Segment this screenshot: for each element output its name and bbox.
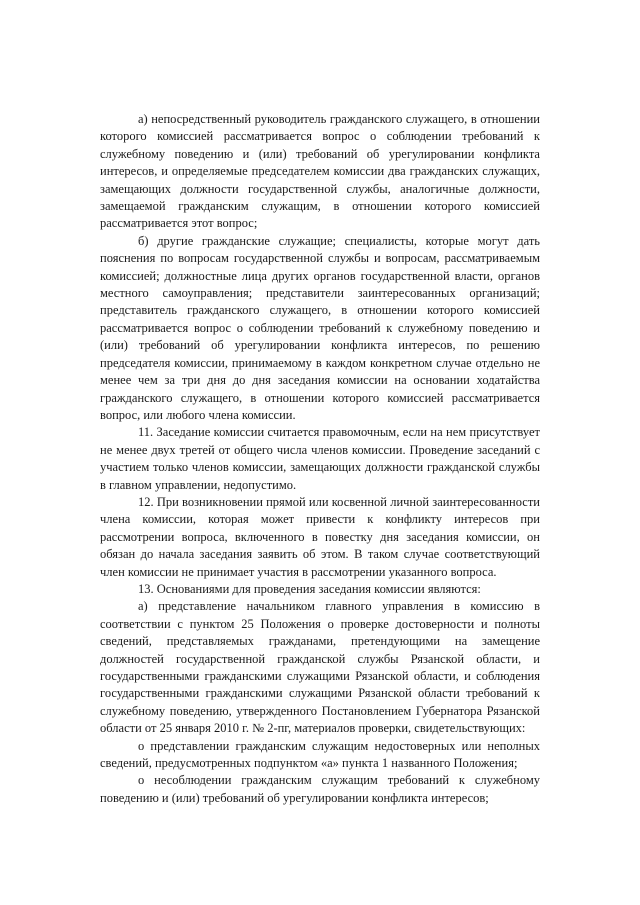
document-page	[100, 111, 540, 807]
paragraph-12-conflict-of-interest: 12. При возникновении прямой или косвенной личной заинтересованности члена комиссии, которая может привести к конфликту интересов при рассмотрении вопроса, включенного в повестку дня заседания комиссии, он обязан до начала заседания заявить об этом. В таком случае соответствующий член комиссии не принимает участия в рассмотрении указанного вопроса.	[100, 494, 540, 579]
paragraph-noncompliance: о несоблюдении гражданским служащим требований к служебному поведению и (или) требований об урегулировании конфликта интересов;	[100, 773, 540, 805]
paragraph-inaccurate-information: о представлении гражданским служащим недостоверных или неполных сведений, предусмотренных подпунктом «а» пункта 1 названного Положения;	[100, 738, 540, 771]
paragraph-a-direct-supervisor: а) непосредственный руководитель гражданского служащего, в отношении которого комиссией рассматривается вопрос о соблюдении требований к служебному поведению и (или) требований об урегулировании конфликта интересов, и определяемые председателем комиссии два гражданских служащих, замещающих должности государственной службы, аналогичные должности, замещаемой гражданским служащим, в отношении которого комиссией рассматривается этот вопрос;	[100, 112, 540, 231]
paragraph-11-quorum: 11. Заседание комиссии считается правомочным, если на нем присутствует не менее двух третей от общего числа членов комиссии. Проведение заседаний с участием только членов комиссии, замещающих должности гражданской службы в главном управлении, недопустимо.	[100, 425, 540, 492]
paragraph-13-grounds: 13. Основаниями для проведения заседания комиссии являются:	[138, 581, 481, 596]
paragraph-b-other-participants: б) другие гражданские служащие; специалисты, которые могут дать пояснения по вопросам государственной службы и вопросам, рассматриваемым комиссией; должностные лица других органов государственной власти, органов местного самоуправления; представители заинтересованных организаций; представитель гражданского служащего, в отношении которого комиссией рассматривается вопрос о соблюдении требований к служебному поведению и (или) требований об урегулировании конфликта интересов, по решению председателя комиссии, принимаемому в каждом конкретном случае отдельно не менее чем за три дня до дня заседания комиссии на основании ходатайства гражданского служащего, в отношении которого комиссией рассматривается вопрос, или любого члена комиссии.	[100, 233, 540, 422]
paragraph-13a-submission: а) представление начальником главного управления в комиссию в соответствии с пунктом 25 Положения о проверке достоверности и полноты сведений, представляемых гражданами, претендующими на замещение должностей государственной гражданской службы Рязанской области, и государственными гражданскими служащими Рязанской области, и соблюдения государственными гражданскими служащими Рязанской области требований к служебному поведению, утвержденного Постановлением Губернатора Рязанской области от 25 января 2010 г. № 2-пг, материалов проверки, свидетельствующих:	[100, 599, 540, 736]
